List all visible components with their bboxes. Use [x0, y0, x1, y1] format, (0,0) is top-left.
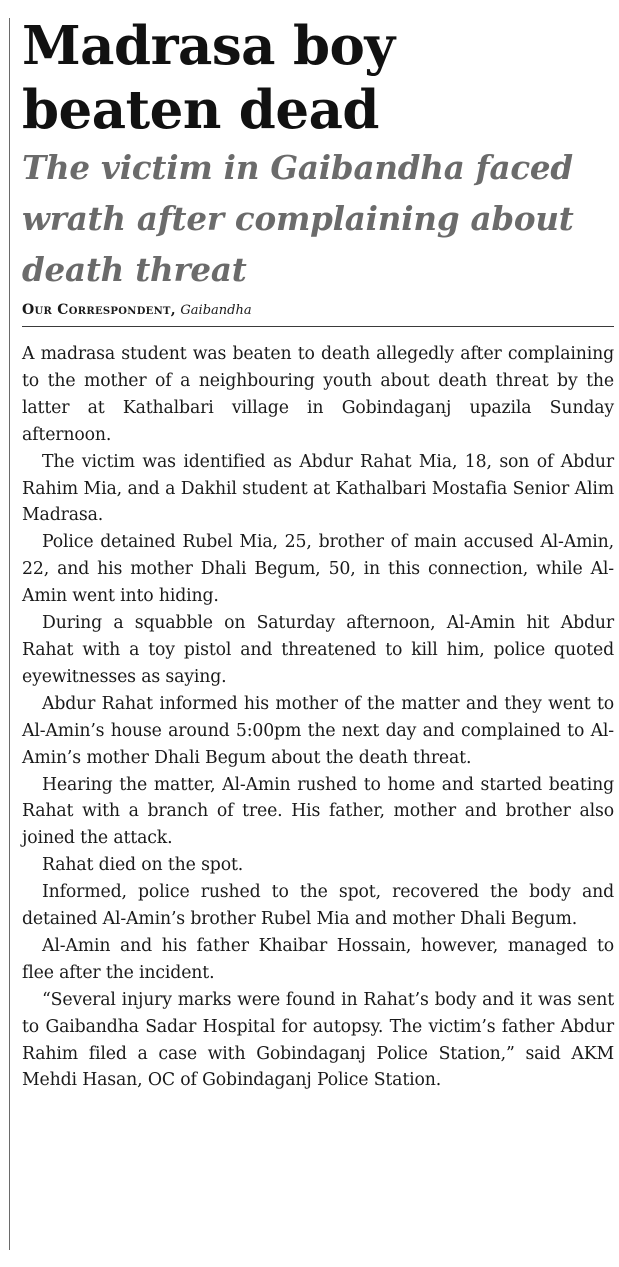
subheadline [22, 142, 614, 295]
body-paragraph: A madrasa student was beaten to death allegedly after complaining to the mother of a neighbouring youth about death threat by the latter at Kathalbari village in Gobindaganj upazila Sunday afternoon. [22, 344, 614, 445]
byline [22, 301, 614, 320]
column-rule [9, 18, 10, 1250]
article-body [22, 341, 614, 1094]
body-paragraph: Abdur Rahat informed his mother of the matter and they went to Al-Amin’s house around 5:00pm the next day and complained to Al-Amin’s mother Dhali Begum about the death threat. [22, 693, 614, 768]
body-paragraph: During a squabble on Saturday afternoon, Al-Amin hit Abdur Rahat with a toy pistol and threatened to kill him, police quoted eyewitnesses as saying. [22, 613, 614, 687]
body-paragraph: Police detained Rubel Mia, 25, brother of main accused Al-Amin, 22, and his mother Dhali Begum, 50, in this connection, while Al-Amin went into hiding. [22, 532, 614, 607]
headline [22, 14, 614, 142]
body-paragraph: Rahat died on the spot. [42, 855, 244, 876]
body-paragraph: Hearing the matter, Al-Amin rushed to home and started beating Rahat with a branch of tree. His father, mother and brother also joined the attack. [22, 774, 614, 849]
body-paragraph: The victim was identified as Abdur Rahat Mia, 18, son of Abdur Rahim Mia, and a Dakhil student at Kathalbari Mostafia Senior Alim Madrasa. [22, 451, 614, 526]
body-paragraph: Al-Amin and his father Khaibar Hossain, however, managed to flee after the incident. [22, 935, 614, 983]
article [22, 14, 614, 1094]
byline-location: Gaibandha [180, 303, 252, 318]
body-paragraph: “Several injury marks were found in Rahat’s body and it was sent to Gaibandha Sadar Hospital for autopsy. The victim’s father Abdur Rahim filed a case with Gobindaganj Police Station,” said AKM Mehdi Hasan, OC of Gobindaganj Police Station. [22, 989, 614, 1091]
body-paragraph: Informed, police rushed to the spot, recovered the body and detained Al-Amin’s brother Rubel Mia and mother Dhali Begum. [22, 882, 614, 930]
byline-author: Our Correspondent, [22, 302, 176, 318]
byline-divider [22, 326, 614, 327]
subheadline-line: death threat [22, 250, 247, 289]
subheadline-line: wrath after complaining about [22, 199, 574, 238]
subheadline-line: The victim in Gaibandha faced [22, 148, 573, 187]
headline-line: beaten dead [22, 79, 379, 141]
headline-line: Madrasa boy [22, 15, 395, 77]
